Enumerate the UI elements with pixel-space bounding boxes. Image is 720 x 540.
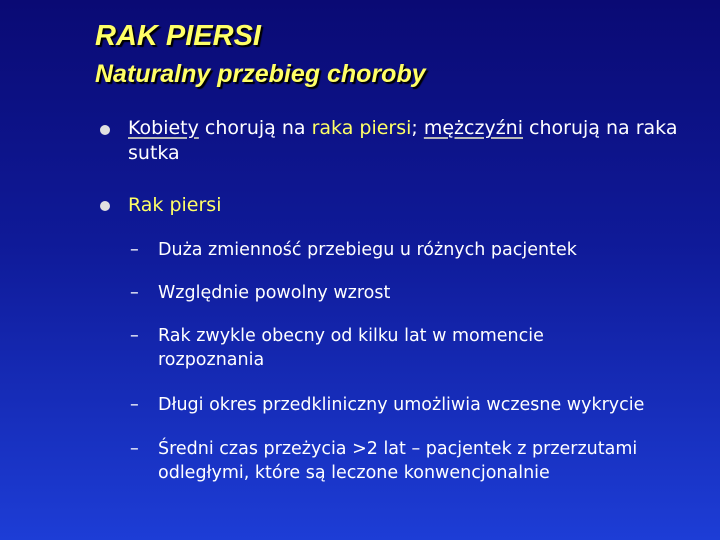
slide-title: RAK PIERSI bbox=[95, 20, 261, 52]
slide-subtitle: Naturalny przebieg choroby bbox=[95, 60, 426, 88]
sub-list-item bbox=[130, 324, 700, 372]
dash-marker: – bbox=[130, 439, 139, 459]
sub-list-item-text: Długi okres przedkliniczny umożliwia wczesne wykrycie bbox=[158, 395, 645, 415]
bullet-item-1 bbox=[128, 116, 698, 166]
bullet-dot-icon bbox=[100, 201, 110, 211]
bullet-text-fragment: chorują na bbox=[198, 117, 312, 139]
sub-list-item bbox=[130, 437, 700, 485]
sub-list-item-text: Względnie powolny wzrost bbox=[158, 283, 391, 303]
sub-list-item bbox=[130, 281, 700, 305]
highlighted-term-breast-cancer: raka piersi bbox=[311, 117, 412, 139]
bullet-dot-icon bbox=[100, 125, 110, 135]
bullet-text-fragment: ; bbox=[411, 117, 424, 139]
underlined-term-men: mężczyźni bbox=[423, 117, 523, 139]
bullet-item-2: Rak piersi bbox=[128, 194, 222, 216]
sub-list-item-text: Duża zmienność przebiegu u różnych pacjentek bbox=[158, 240, 577, 260]
sub-list-item-text: Rak zwykle obecny od kilku lat w momencie rozpoznania bbox=[158, 326, 544, 370]
sub-list-item bbox=[130, 393, 700, 417]
dash-marker: – bbox=[130, 326, 139, 346]
dash-marker: – bbox=[130, 240, 139, 260]
dash-marker: – bbox=[130, 395, 139, 415]
sub-list-item-text: Średni czas przeżycia >2 lat – pacjentek z przerzutami odległymi, które są leczone konwencjonalnie bbox=[158, 439, 638, 483]
sub-list-item bbox=[130, 238, 700, 262]
underlined-term-women: Kobiety bbox=[128, 117, 199, 139]
dash-marker: – bbox=[130, 283, 139, 303]
bullet-text-fragment: chorują na raka sutka bbox=[128, 117, 678, 164]
